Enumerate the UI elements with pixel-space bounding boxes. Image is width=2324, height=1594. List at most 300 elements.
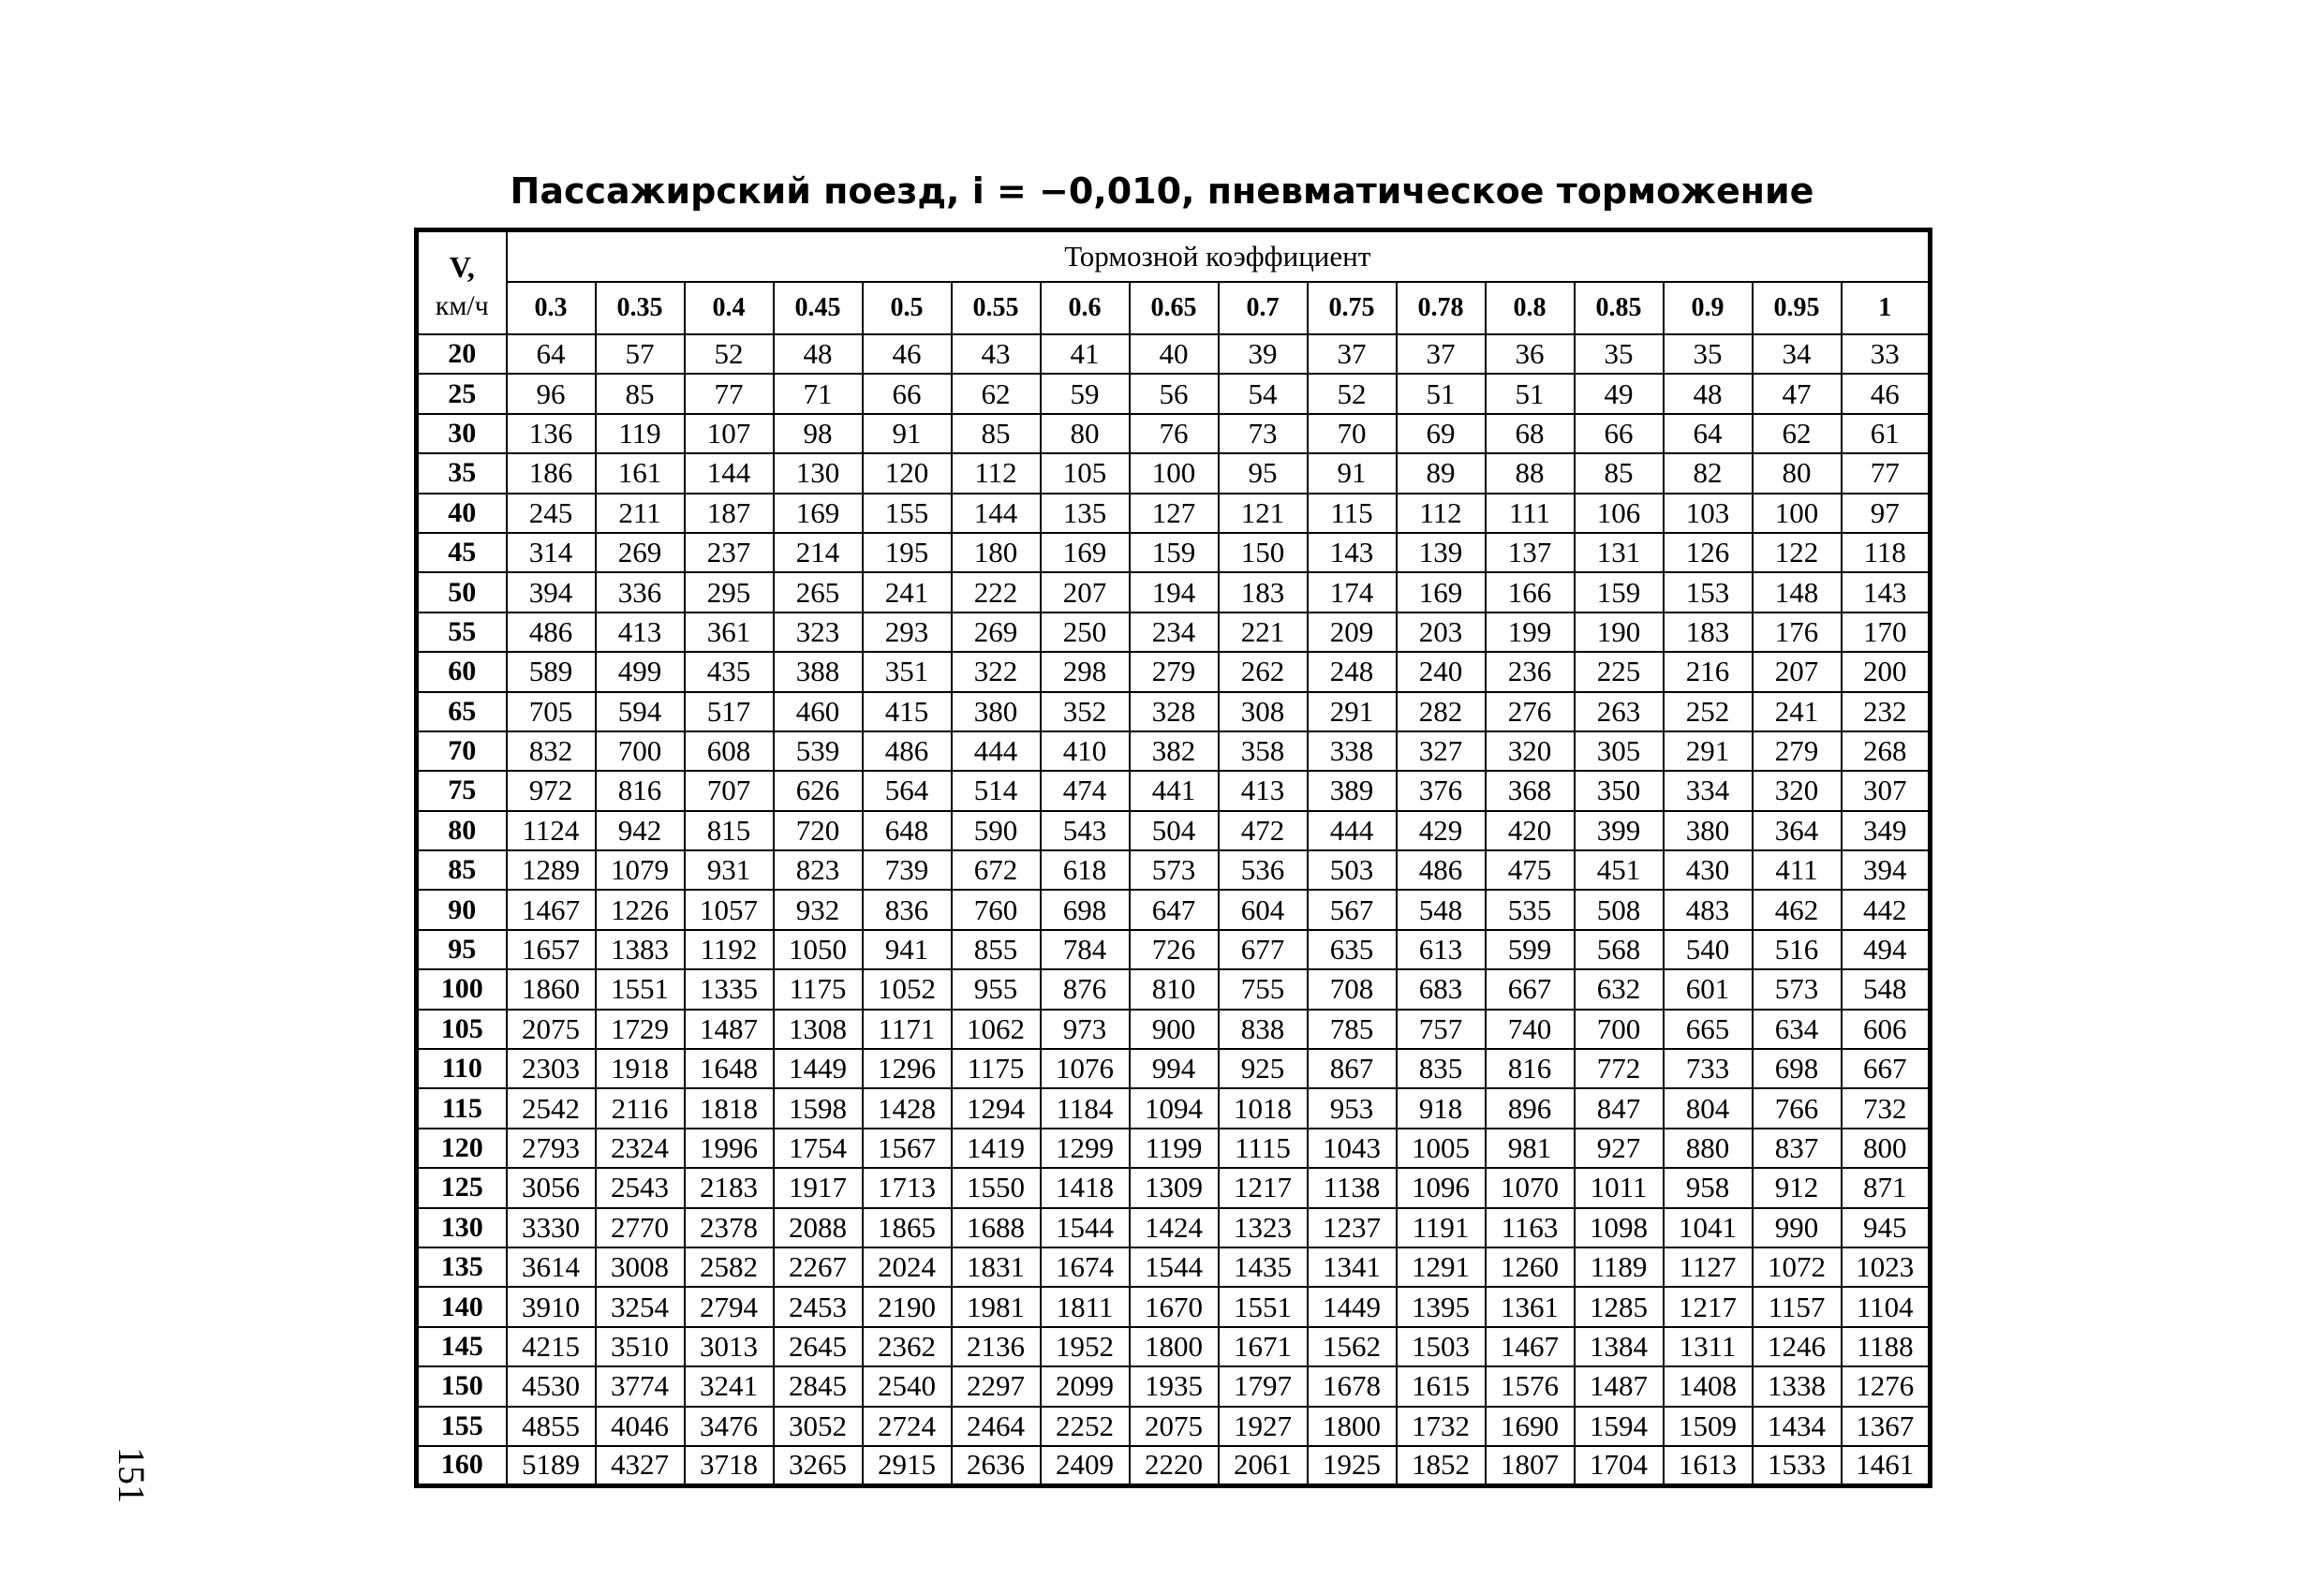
distance-cell: 483 xyxy=(1664,890,1753,929)
distance-cell: 1925 xyxy=(1308,1446,1397,1485)
distance-cell: 291 xyxy=(1664,731,1753,771)
coefficient-header: 0.85 xyxy=(1575,282,1664,334)
speed-cell: 20 xyxy=(417,334,507,374)
distance-cell: 708 xyxy=(1308,969,1397,1009)
speed-cell: 85 xyxy=(417,850,507,890)
distance-cell: 1217 xyxy=(1664,1287,1753,1326)
distance-cell: 382 xyxy=(1130,731,1219,771)
speed-cell: 80 xyxy=(417,811,507,850)
distance-cell: 82 xyxy=(1664,453,1753,493)
distance-cell: 1408 xyxy=(1664,1366,1753,1406)
distance-cell: 1157 xyxy=(1753,1287,1842,1326)
speed-cell: 25 xyxy=(417,374,507,413)
distance-cell: 415 xyxy=(863,692,952,731)
distance-cell: 183 xyxy=(1219,572,1308,612)
distance-cell: 1818 xyxy=(685,1088,774,1128)
distance-cell: 2540 xyxy=(863,1366,952,1406)
distance-cell: 1309 xyxy=(1130,1168,1219,1207)
distance-cell: 1800 xyxy=(1130,1327,1219,1366)
distance-cell: 1076 xyxy=(1041,1049,1130,1088)
distance-cell: 451 xyxy=(1575,850,1664,890)
distance-cell: 291 xyxy=(1308,692,1397,731)
distance-cell: 121 xyxy=(1219,494,1308,533)
distance-cell: 517 xyxy=(685,692,774,731)
distance-cell: 2793 xyxy=(507,1129,596,1168)
coefficient-header: 0.8 xyxy=(1486,282,1575,334)
distance-cell: 3008 xyxy=(596,1247,685,1287)
distance-cell: 1052 xyxy=(863,969,952,1009)
distance-cell: 1550 xyxy=(952,1168,1041,1207)
distance-cell: 1418 xyxy=(1041,1168,1130,1207)
distance-cell: 420 xyxy=(1486,811,1575,850)
table-row xyxy=(417,771,1931,810)
distance-cell: 1163 xyxy=(1486,1208,1575,1247)
distance-cell: 1395 xyxy=(1397,1287,1486,1326)
distance-cell: 144 xyxy=(685,453,774,493)
distance-cell: 1797 xyxy=(1219,1366,1308,1406)
distance-cell: 166 xyxy=(1486,572,1575,612)
distance-cell: 3013 xyxy=(685,1327,774,1366)
distance-cell: 733 xyxy=(1664,1049,1753,1088)
table-row xyxy=(417,1129,1931,1168)
distance-cell: 760 xyxy=(952,890,1041,929)
distance-cell: 973 xyxy=(1041,1010,1130,1049)
distance-cell: 755 xyxy=(1219,969,1308,1009)
distance-cell: 1098 xyxy=(1575,1208,1664,1247)
distance-cell: 508 xyxy=(1575,890,1664,929)
distance-cell: 955 xyxy=(952,969,1041,1009)
distance-cell: 981 xyxy=(1486,1129,1575,1168)
coefficient-header: 1 xyxy=(1842,282,1931,334)
distance-cell: 472 xyxy=(1219,811,1308,850)
coefficient-header: 0.5 xyxy=(863,282,952,334)
distance-cell: 5189 xyxy=(507,1446,596,1485)
distance-cell: 46 xyxy=(1842,374,1931,413)
table-row xyxy=(417,533,1931,572)
distance-cell: 1671 xyxy=(1219,1327,1308,1366)
distance-cell: 394 xyxy=(1842,850,1931,890)
distance-cell: 71 xyxy=(774,374,863,413)
distance-cell: 1754 xyxy=(774,1129,863,1168)
distance-cell: 1023 xyxy=(1842,1247,1931,1287)
distance-cell: 918 xyxy=(1397,1088,1486,1128)
distance-cell: 107 xyxy=(685,414,774,453)
distance-cell: 3510 xyxy=(596,1327,685,1366)
distance-cell: 131 xyxy=(1575,533,1664,572)
distance-cell: 958 xyxy=(1664,1168,1753,1207)
distance-cell: 33 xyxy=(1842,334,1931,374)
speed-cell: 140 xyxy=(417,1287,507,1326)
speed-cell: 135 xyxy=(417,1247,507,1287)
distance-cell: 62 xyxy=(952,374,1041,413)
table-row xyxy=(417,1327,1931,1366)
distance-cell: 1383 xyxy=(596,930,685,969)
distance-cell: 1199 xyxy=(1130,1129,1219,1168)
distance-cell: 46 xyxy=(863,334,952,374)
distance-cell: 568 xyxy=(1575,930,1664,969)
distance-cell: 800 xyxy=(1842,1129,1931,1168)
distance-cell: 931 xyxy=(685,850,774,890)
distance-cell: 942 xyxy=(596,811,685,850)
distance-cell: 1419 xyxy=(952,1129,1041,1168)
table-row xyxy=(417,613,1931,652)
distance-cell: 143 xyxy=(1308,533,1397,572)
distance-cell: 282 xyxy=(1397,692,1486,731)
distance-cell: 613 xyxy=(1397,930,1486,969)
distance-cell: 236 xyxy=(1486,652,1575,691)
distance-cell: 338 xyxy=(1308,731,1397,771)
distance-cell: 647 xyxy=(1130,890,1219,929)
distance-cell: 1551 xyxy=(1219,1287,1308,1326)
distance-cell: 462 xyxy=(1753,890,1842,929)
distance-cell: 953 xyxy=(1308,1088,1397,1128)
distance-cell: 1171 xyxy=(863,1010,952,1049)
distance-cell: 68 xyxy=(1486,414,1575,453)
distance-cell: 293 xyxy=(863,613,952,652)
distance-cell: 876 xyxy=(1041,969,1130,1009)
distance-cell: 100 xyxy=(1753,494,1842,533)
distance-cell: 70 xyxy=(1308,414,1397,453)
distance-cell: 1807 xyxy=(1486,1446,1575,1485)
distance-cell: 1927 xyxy=(1219,1407,1308,1446)
distance-cell: 590 xyxy=(952,811,1041,850)
distance-cell: 96 xyxy=(507,374,596,413)
distance-cell: 816 xyxy=(596,771,685,810)
distance-cell: 514 xyxy=(952,771,1041,810)
distance-cell: 732 xyxy=(1842,1088,1931,1128)
distance-cell: 1096 xyxy=(1397,1168,1486,1207)
table-row xyxy=(417,1168,1931,1207)
distance-cell: 667 xyxy=(1486,969,1575,1009)
distance-cell: 1533 xyxy=(1753,1446,1842,1485)
distance-cell: 48 xyxy=(774,334,863,374)
distance-cell: 429 xyxy=(1397,811,1486,850)
distance-cell: 1981 xyxy=(952,1287,1041,1326)
distance-cell: 1341 xyxy=(1308,1247,1397,1287)
distance-cell: 1688 xyxy=(952,1208,1041,1247)
distance-cell: 2303 xyxy=(507,1049,596,1088)
distance-cell: 1487 xyxy=(1575,1366,1664,1406)
distance-cell: 1449 xyxy=(774,1049,863,1088)
distance-cell: 837 xyxy=(1753,1129,1842,1168)
distance-cell: 1952 xyxy=(1041,1327,1130,1366)
distance-cell: 1670 xyxy=(1130,1287,1219,1326)
distance-cell: 925 xyxy=(1219,1049,1308,1088)
distance-cell: 1690 xyxy=(1486,1407,1575,1446)
distance-cell: 214 xyxy=(774,533,863,572)
speed-cell: 50 xyxy=(417,572,507,612)
distance-cell: 1260 xyxy=(1486,1247,1575,1287)
distance-cell: 314 xyxy=(507,533,596,572)
distance-cell: 810 xyxy=(1130,969,1219,1009)
distance-cell: 389 xyxy=(1308,771,1397,810)
distance-cell: 4215 xyxy=(507,1327,596,1366)
distance-cell: 1503 xyxy=(1397,1327,1486,1366)
distance-cell: 932 xyxy=(774,890,863,929)
distance-cell: 298 xyxy=(1041,652,1130,691)
distance-cell: 435 xyxy=(685,652,774,691)
distance-cell: 2075 xyxy=(1130,1407,1219,1446)
distance-cell: 85 xyxy=(1575,453,1664,493)
table-row xyxy=(417,374,1931,413)
distance-cell: 1041 xyxy=(1664,1208,1753,1247)
distance-cell: 195 xyxy=(863,533,952,572)
distance-cell: 1285 xyxy=(1575,1287,1664,1326)
distance-cell: 2297 xyxy=(952,1366,1041,1406)
table-row xyxy=(417,969,1931,1009)
distance-cell: 665 xyxy=(1664,1010,1753,1049)
distance-cell: 608 xyxy=(685,731,774,771)
distance-cell: 1487 xyxy=(685,1010,774,1049)
distance-cell: 1246 xyxy=(1753,1327,1842,1366)
distance-cell: 2088 xyxy=(774,1208,863,1247)
distance-cell: 64 xyxy=(507,334,596,374)
distance-cell: 3330 xyxy=(507,1208,596,1247)
distance-cell: 350 xyxy=(1575,771,1664,810)
distance-cell: 1598 xyxy=(774,1088,863,1128)
distance-cell: 263 xyxy=(1575,692,1664,731)
distance-cell: 119 xyxy=(596,414,685,453)
distance-cell: 2464 xyxy=(952,1407,1041,1446)
distance-cell: 1732 xyxy=(1397,1407,1486,1446)
distance-cell: 1674 xyxy=(1041,1247,1130,1287)
speed-cell: 30 xyxy=(417,414,507,453)
distance-cell: 237 xyxy=(685,533,774,572)
distance-cell: 832 xyxy=(507,731,596,771)
table-row xyxy=(417,811,1931,850)
distance-cell: 3718 xyxy=(685,1446,774,1485)
distance-cell: 567 xyxy=(1308,890,1397,929)
distance-cell: 1057 xyxy=(685,890,774,929)
distance-cell: 150 xyxy=(1219,533,1308,572)
speed-cell: 65 xyxy=(417,692,507,731)
distance-cell: 816 xyxy=(1486,1049,1575,1088)
distance-cell: 241 xyxy=(863,572,952,612)
distance-cell: 194 xyxy=(1130,572,1219,612)
speed-cell: 75 xyxy=(417,771,507,810)
distance-cell: 1294 xyxy=(952,1088,1041,1128)
distance-cell: 232 xyxy=(1842,692,1931,731)
speed-cell: 105 xyxy=(417,1010,507,1049)
distance-cell: 37 xyxy=(1308,334,1397,374)
distance-cell: 927 xyxy=(1575,1129,1664,1168)
distance-cell: 1544 xyxy=(1130,1247,1219,1287)
distance-cell: 1852 xyxy=(1397,1446,1486,1485)
distance-cell: 516 xyxy=(1753,930,1842,969)
distance-cell: 349 xyxy=(1842,811,1931,850)
distance-cell: 815 xyxy=(685,811,774,850)
distance-cell: 1367 xyxy=(1842,1407,1931,1446)
distance-cell: 504 xyxy=(1130,811,1219,850)
distance-cell: 486 xyxy=(863,731,952,771)
distance-cell: 111 xyxy=(1486,494,1575,533)
coefficient-header: 0.95 xyxy=(1753,282,1842,334)
distance-cell: 2770 xyxy=(596,1208,685,1247)
distance-cell: 486 xyxy=(1397,850,1486,890)
distance-cell: 245 xyxy=(507,494,596,533)
distance-cell: 486 xyxy=(507,613,596,652)
distance-cell: 1917 xyxy=(774,1168,863,1207)
distance-cell: 159 xyxy=(1130,533,1219,572)
distance-cell: 139 xyxy=(1397,533,1486,572)
distance-cell: 2324 xyxy=(596,1129,685,1168)
speed-cell: 160 xyxy=(417,1446,507,1485)
distance-cell: 1434 xyxy=(1753,1407,1842,1446)
distance-cell: 1918 xyxy=(596,1049,685,1088)
distance-cell: 1361 xyxy=(1486,1287,1575,1326)
table-row xyxy=(417,1407,1931,1446)
distance-cell: 1509 xyxy=(1664,1407,1753,1446)
distance-cell: 112 xyxy=(1397,494,1486,533)
distance-cell: 308 xyxy=(1219,692,1308,731)
coefficient-header: 0.3 xyxy=(507,282,596,334)
distance-cell: 320 xyxy=(1753,771,1842,810)
distance-cell: 262 xyxy=(1219,652,1308,691)
speed-cell: 45 xyxy=(417,533,507,572)
distance-cell: 2845 xyxy=(774,1366,863,1406)
distance-cell: 80 xyxy=(1041,414,1130,453)
distance-cell: 2183 xyxy=(685,1168,774,1207)
distance-cell: 1005 xyxy=(1397,1129,1486,1168)
distance-cell: 1050 xyxy=(774,930,863,969)
distance-cell: 148 xyxy=(1753,572,1842,612)
table-row xyxy=(417,572,1931,612)
distance-cell: 380 xyxy=(1664,811,1753,850)
distance-cell: 49 xyxy=(1575,374,1664,413)
distance-cell: 358 xyxy=(1219,731,1308,771)
distance-cell: 85 xyxy=(596,374,685,413)
distance-cell: 648 xyxy=(863,811,952,850)
distance-cell: 305 xyxy=(1575,731,1664,771)
distance-cell: 1544 xyxy=(1041,1208,1130,1247)
distance-cell: 77 xyxy=(1842,453,1931,493)
distance-cell: 112 xyxy=(952,453,1041,493)
distance-cell: 1175 xyxy=(952,1049,1041,1088)
distance-cell: 279 xyxy=(1130,652,1219,691)
distance-cell: 474 xyxy=(1041,771,1130,810)
distance-cell: 726 xyxy=(1130,930,1219,969)
distance-cell: 1461 xyxy=(1842,1446,1931,1485)
speed-cell: 155 xyxy=(417,1407,507,1446)
distance-cell: 1449 xyxy=(1308,1287,1397,1326)
table-row xyxy=(417,1366,1931,1406)
distance-cell: 855 xyxy=(952,930,1041,969)
table-row xyxy=(417,692,1931,731)
distance-cell: 1299 xyxy=(1041,1129,1130,1168)
table-row xyxy=(417,1010,1931,1049)
distance-cell: 3052 xyxy=(774,1407,863,1446)
coefficient-header-row xyxy=(417,282,1931,334)
coefficient-header: 0.35 xyxy=(596,282,685,334)
distance-cell: 155 xyxy=(863,494,952,533)
distance-cell: 548 xyxy=(1842,969,1931,1009)
distance-cell: 601 xyxy=(1664,969,1753,1009)
coefficient-header: 0.9 xyxy=(1664,282,1753,334)
distance-cell: 667 xyxy=(1842,1049,1931,1088)
distance-cell: 64 xyxy=(1664,414,1753,453)
distance-cell: 1104 xyxy=(1842,1287,1931,1326)
distance-cell: 37 xyxy=(1397,334,1486,374)
distance-cell: 740 xyxy=(1486,1010,1575,1049)
table-row xyxy=(417,850,1931,890)
table-row xyxy=(417,1208,1931,1247)
distance-cell: 73 xyxy=(1219,414,1308,453)
braking-distance-table xyxy=(414,228,1932,1488)
table-row xyxy=(417,1446,1931,1485)
coefficient-header: 0.7 xyxy=(1219,282,1308,334)
distance-cell: 700 xyxy=(1575,1010,1664,1049)
table-row xyxy=(417,652,1931,691)
distance-cell: 209 xyxy=(1308,613,1397,652)
distance-cell: 122 xyxy=(1753,533,1842,572)
distance-cell: 1615 xyxy=(1397,1366,1486,1406)
distance-cell: 536 xyxy=(1219,850,1308,890)
distance-cell: 1467 xyxy=(507,890,596,929)
distance-cell: 1704 xyxy=(1575,1446,1664,1485)
distance-cell: 1311 xyxy=(1664,1327,1753,1366)
distance-cell: 222 xyxy=(952,572,1041,612)
distance-cell: 1729 xyxy=(596,1010,685,1049)
distance-cell: 118 xyxy=(1842,533,1931,572)
distance-cell: 95 xyxy=(1219,453,1308,493)
distance-cell: 39 xyxy=(1219,334,1308,374)
distance-cell: 1831 xyxy=(952,1247,1041,1287)
distance-cell: 307 xyxy=(1842,771,1931,810)
distance-cell: 604 xyxy=(1219,890,1308,929)
distance-cell: 295 xyxy=(685,572,774,612)
distance-cell: 127 xyxy=(1130,494,1219,533)
distance-cell: 35 xyxy=(1664,334,1753,374)
distance-cell: 677 xyxy=(1219,930,1308,969)
distance-cell: 3056 xyxy=(507,1168,596,1207)
distance-cell: 1428 xyxy=(863,1088,952,1128)
distance-cell: 720 xyxy=(774,811,863,850)
distance-cell: 599 xyxy=(1486,930,1575,969)
distance-cell: 176 xyxy=(1753,613,1842,652)
distance-cell: 3774 xyxy=(596,1366,685,1406)
distance-cell: 836 xyxy=(863,890,952,929)
distance-cell: 199 xyxy=(1486,613,1575,652)
distance-cell: 98 xyxy=(774,414,863,453)
distance-cell: 2190 xyxy=(863,1287,952,1326)
distance-cell: 2099 xyxy=(1041,1366,1130,1406)
distance-cell: 867 xyxy=(1308,1049,1397,1088)
distance-cell: 945 xyxy=(1842,1208,1931,1247)
distance-cell: 207 xyxy=(1753,652,1842,691)
distance-cell: 2136 xyxy=(952,1327,1041,1366)
distance-cell: 34 xyxy=(1753,334,1842,374)
distance-cell: 130 xyxy=(774,453,863,493)
speed-cell: 100 xyxy=(417,969,507,1009)
distance-cell: 190 xyxy=(1575,613,1664,652)
distance-cell: 503 xyxy=(1308,850,1397,890)
distance-cell: 430 xyxy=(1664,850,1753,890)
speed-cell: 130 xyxy=(417,1208,507,1247)
distance-cell: 1335 xyxy=(685,969,774,1009)
distance-cell: 144 xyxy=(952,494,1041,533)
distance-cell: 698 xyxy=(1041,890,1130,929)
distance-cell: 279 xyxy=(1753,731,1842,771)
distance-cell: 174 xyxy=(1308,572,1397,612)
distance-cell: 2582 xyxy=(685,1247,774,1287)
distance-cell: 626 xyxy=(774,771,863,810)
distance-cell: 835 xyxy=(1397,1049,1486,1088)
distance-cell: 2061 xyxy=(1219,1446,1308,1485)
distance-cell: 785 xyxy=(1308,1010,1397,1049)
speed-cell: 70 xyxy=(417,731,507,771)
distance-cell: 2409 xyxy=(1041,1446,1130,1485)
distance-cell: 54 xyxy=(1219,374,1308,413)
